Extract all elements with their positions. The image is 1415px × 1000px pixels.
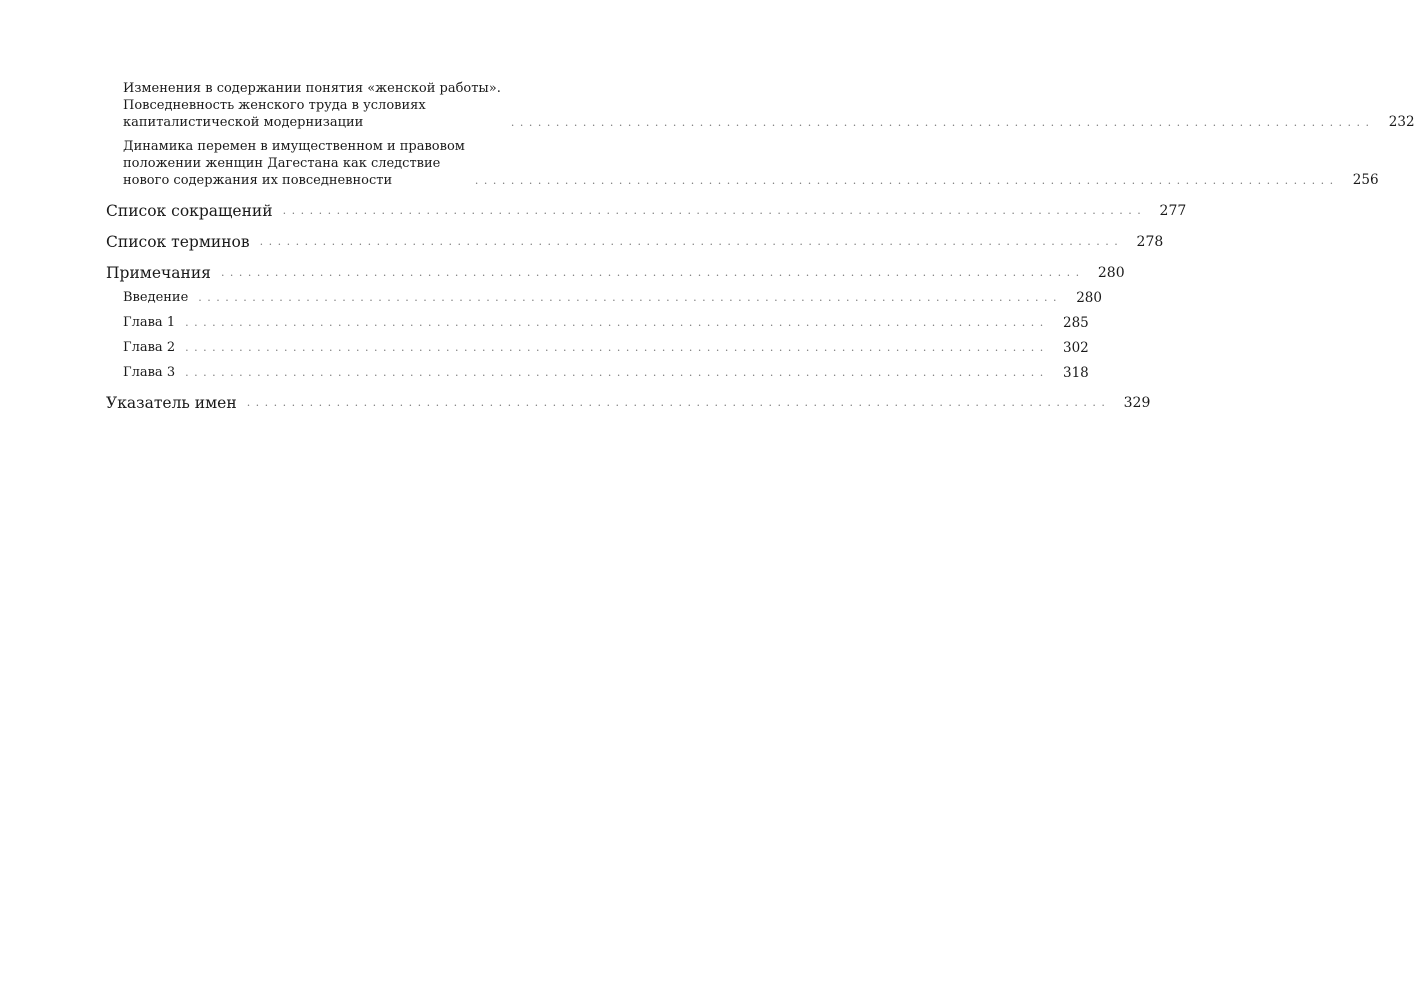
toc-entry-title: Список сокращений [106,202,273,220]
dot-leader: ................................................................................................ [510,116,1375,129]
toc-entry-page: 318 [1062,365,1089,381]
toc-entry-page: 277 [1159,203,1187,219]
toc-entry-title: Изменения в содержании понятия «женской работы». Повседневность женского труда в условиях капиталистической модернизации [123,81,501,130]
toc-entry-title: Глава 3 [123,365,176,380]
toc-entry-notes-chapter-3[interactable] [123,364,1089,382]
dot-leader: ................................................................................................ [259,235,1124,248]
dot-leader: ................................................................................................ [282,204,1147,217]
toc-entry-title: Глава 2 [123,340,176,355]
toc-entry-page: 278 [1136,234,1164,250]
toc-entry-property-status[interactable] [123,138,1379,189]
toc-entry-page: 232 [1388,114,1415,130]
toc-entry-page: 280 [1076,290,1102,306]
toc-entry-abbreviations[interactable] [106,201,1187,221]
dot-leader: ................................................................................................ [474,174,1339,187]
toc-entry-terms[interactable] [106,232,1164,252]
toc-entry-womens-work[interactable] [123,80,1415,131]
toc-entry-page: 280 [1097,265,1125,281]
toc-entry-notes-chapter-1[interactable] [123,314,1089,332]
dot-leader: ................................................................................................ [220,266,1085,279]
dot-leader: ................................................................................................ [185,316,1049,329]
toc-entry-name-index[interactable] [106,393,1151,413]
toc-entry-page: 329 [1123,395,1151,411]
toc-entry-title: Глава 1 [123,315,176,330]
toc-entry-title: Список терминов [106,233,250,251]
dot-leader: ................................................................................................ [185,341,1049,354]
toc-entry-notes-chapter-2[interactable] [123,339,1089,357]
toc-entry-title: Динамика перемен в имущественном и правовом положении женщин Дагестана как следствие нового содержания их повседневности [123,139,465,188]
toc-entry-title: Указатель имен [106,394,237,412]
toc-entry-page: 285 [1062,315,1089,331]
dot-leader: ................................................................................................ [246,396,1111,409]
toc-entry-notes-introduction[interactable] [123,289,1102,307]
toc-entry-page: 256 [1352,172,1379,188]
dot-leader: ................................................................................................ [198,291,1062,304]
dot-leader: ................................................................................................ [185,366,1049,379]
toc-entry-title: Примечания [106,264,211,282]
toc-entry-title: Введение [123,290,189,305]
toc-entry-page: 302 [1062,340,1089,356]
toc-entry-notes[interactable] [106,263,1125,283]
